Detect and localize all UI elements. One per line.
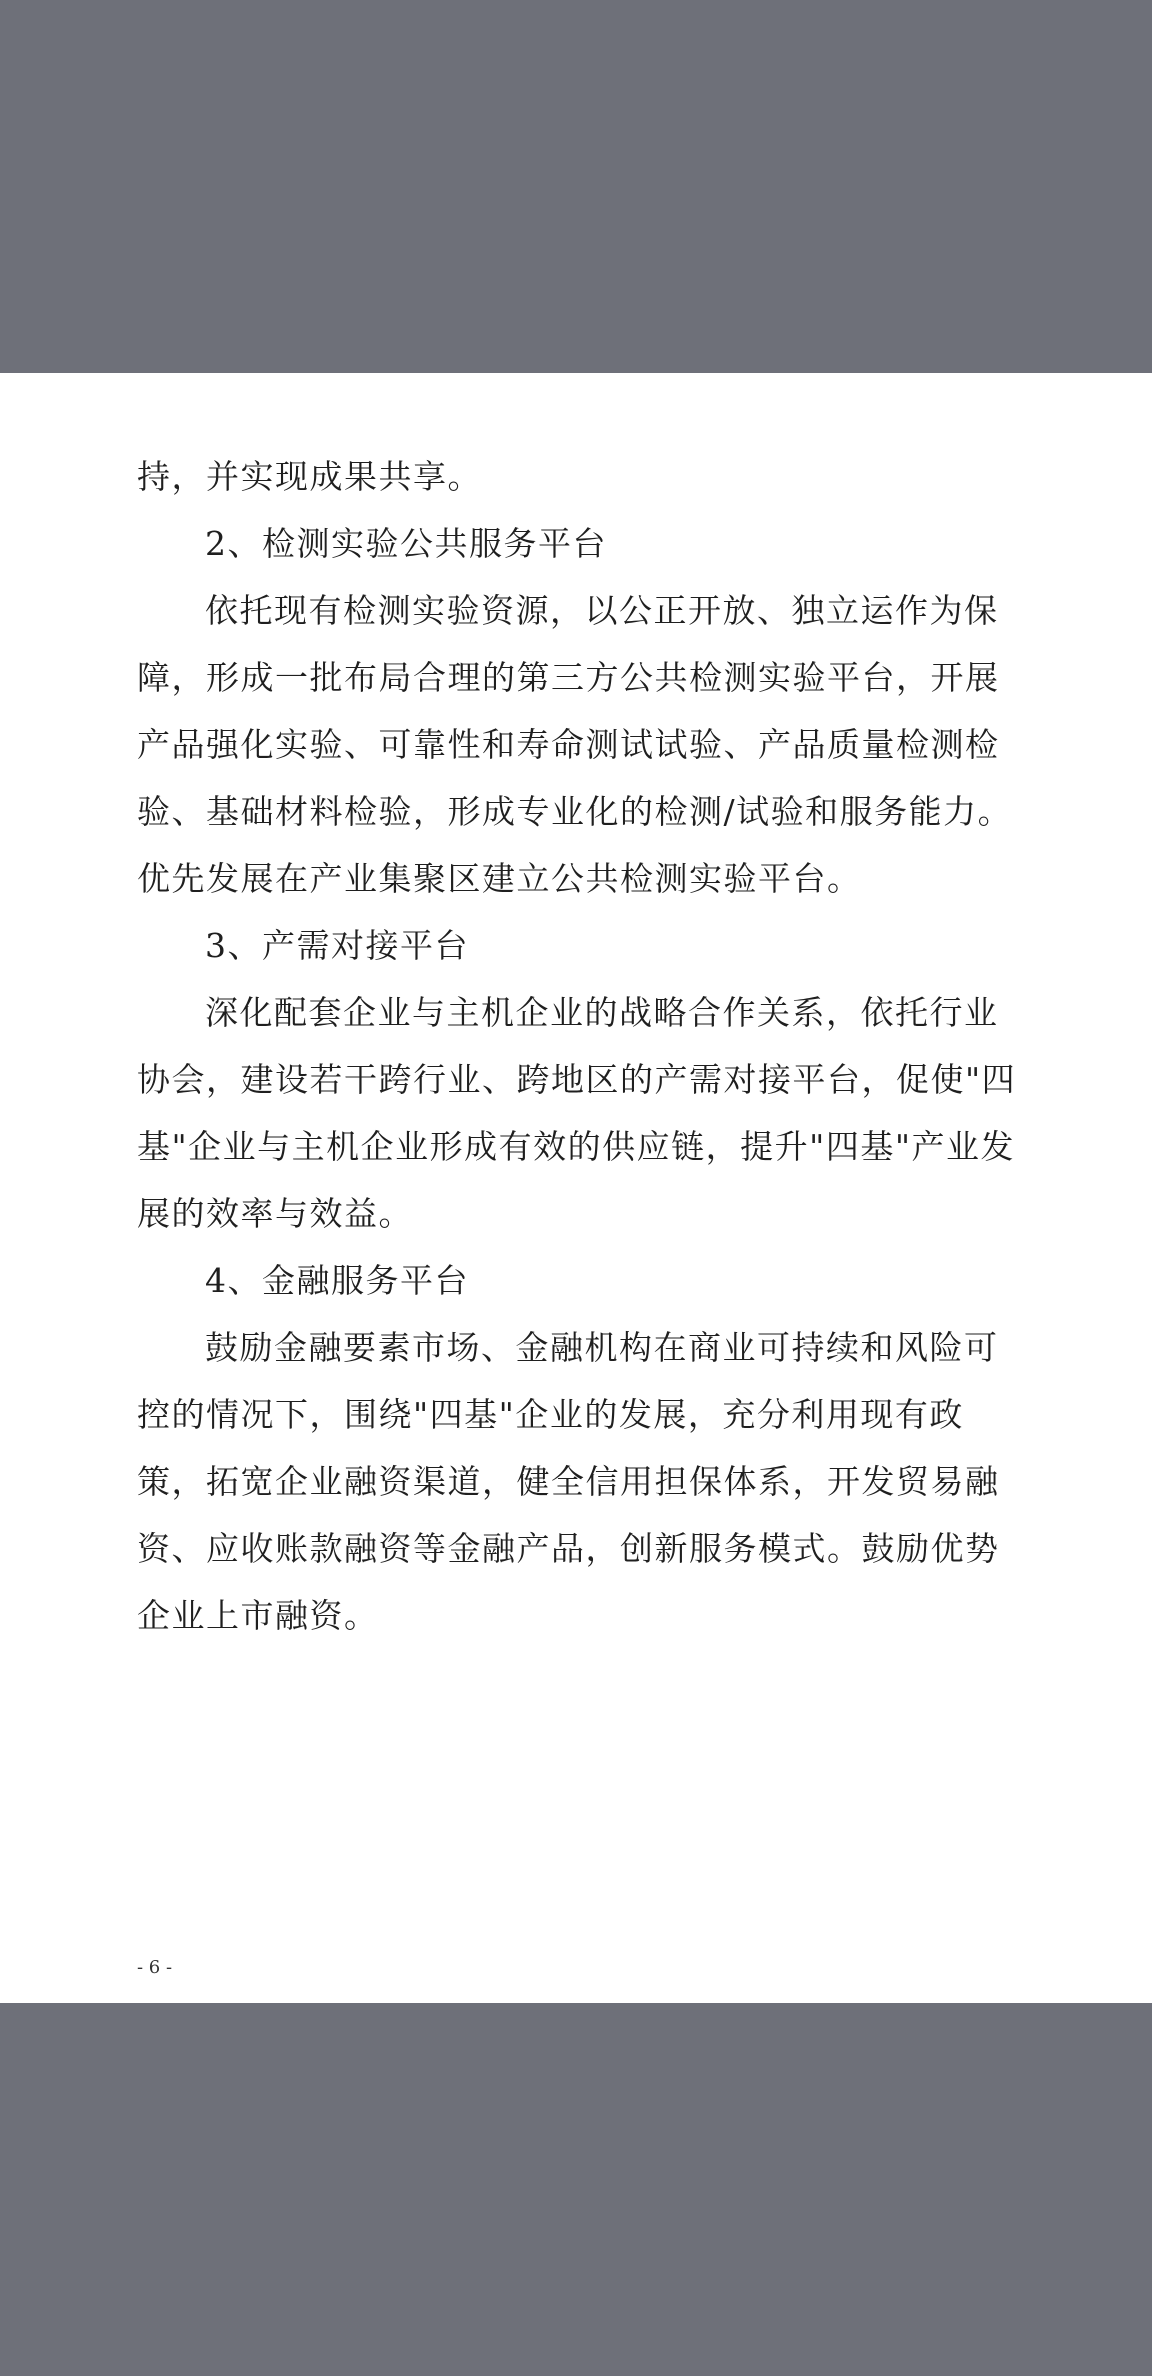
- section-heading-financial-platform: 4、金融服务平台: [205, 1261, 469, 1300]
- section-heading-testing-platform: 2、检测实验公共服务平台: [205, 524, 607, 563]
- paragraph-continuation: 持，并实现成果共享。: [137, 457, 482, 496]
- paragraph-financial-platform: 鼓励金融要素市场、金融机构在商业可持续和风险可控的情况下，围绕"四基"企业的发展，充分利用现有政策，拓宽企业融资渠道，健全信用担保体系，开发贸易融资、应收账款融资等金融产品，创新服务模式。鼓励优势企业上市融资。: [137, 1328, 1000, 1635]
- paragraph-testing-platform: 依托现有检测实验资源，以公正开放、独立运作为保障，形成一批布局合理的第三方公共检测实验平台，开展产品强化实验、可靠性和寿命测试试验、产品质量检测检验、基础材料检验，形成专业化的检测/试验和服务能力。优先发展在产业集聚区建立公共检测实验平台。: [137, 591, 1013, 898]
- paragraph-supply-demand-platform: 深化配套企业与主机企业的战略合作关系，依托行业协会，建设若干跨行业、跨地区的产需对接平台，促使"四基"企业与主机企业形成有效的供应链，提升"四基"产业发展的效率与效益。: [137, 993, 1017, 1233]
- page-number: - 6 -: [137, 1957, 173, 1978]
- document-page: [0, 373, 1152, 2003]
- document-body: [137, 443, 1017, 1649]
- section-heading-supply-demand-platform: 3、产需对接平台: [205, 926, 469, 965]
